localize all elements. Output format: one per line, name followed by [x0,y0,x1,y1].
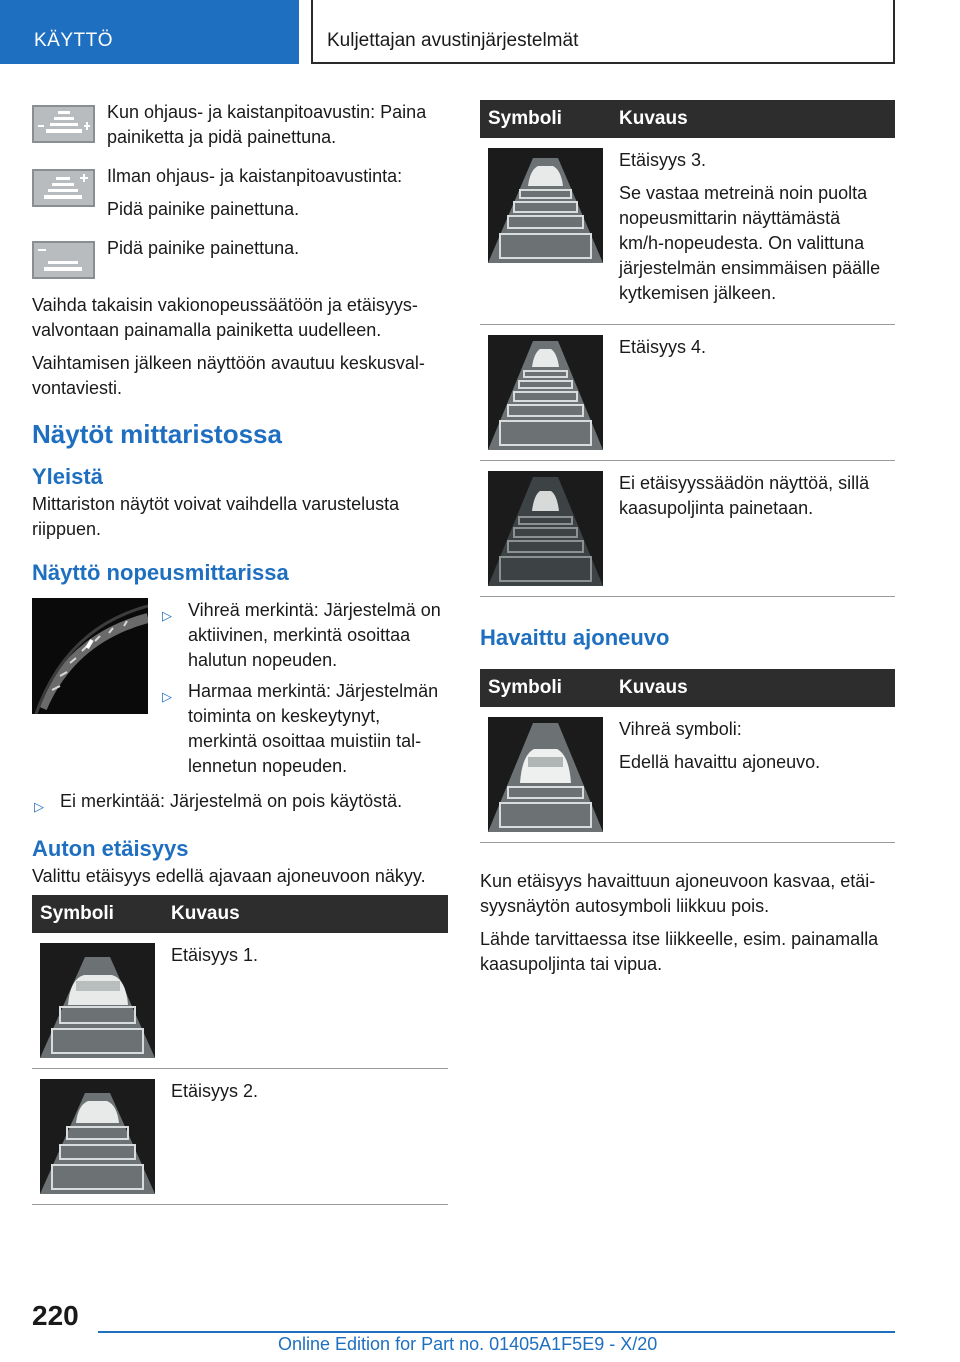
row-description: Etäisyys 1. [171,945,259,965]
distance-minus-button-icon [32,241,95,279]
speedometer-block [32,598,448,785]
table-row [32,1069,448,1205]
column-header-description: Kuvaus [163,895,448,933]
detected-vehicle-icon [488,717,603,832]
button-desc-line: Kun ohjaus- ja kaistanpitoavustin: Paina painiketta ja pidä painettuna. [107,102,427,147]
speedo-bullet-list [160,598,448,785]
body-paragraph: Lähde tarvittaessa itse liikkeelle, esim. painamalla kaasupoljinta tai vipua. [480,929,879,974]
footer-divider [98,1331,895,1333]
column-header-symbol: Symboli [480,100,611,138]
body-paragraph: Mittariston näytöt voivat vaihdella varustelusta riippuen. [32,494,400,539]
triangle-bullet-icon: ▷ [162,608,172,623]
section-heading: Näytöt mittaristossa [32,419,282,449]
button-row [32,164,448,222]
distance-1-icon [40,943,155,1058]
row-description: Edellä havaittu ajoneuvo. [619,752,821,772]
body-paragraph: Valittu etäisyys edellä ajavaan ajoneuvoon näkyy. [32,866,426,886]
subsection-heading: Auton etäisyys [32,836,189,861]
body-paragraph: Vaihtamisen jälkeen näyttöön avautuu keskusvalvontaviesti. [32,353,425,398]
row-description: Se vastaa metreinä noin puolta nopeusmittarin näyttämästä km/h-nopeudesta. On valittuna järjestelmän ensimmäisen päälle kytkemisen jälkeen. [619,183,881,303]
button-desc-line: Pidä painike painettuna. [107,238,300,258]
subsection-heading: Näyttö nopeusmittarissa [32,560,289,585]
column-header-description: Kuvaus [611,100,895,138]
row-description: Etäisyys 2. [171,1081,259,1101]
distance-3-icon [488,148,603,263]
triangle-bullet-icon: ▷ [162,689,172,704]
steering-lane-assist-button-icon [32,105,95,143]
row-description: Etäisyys 3. [619,150,707,170]
row-description: Vihreä symboli: [619,719,742,739]
table-row [480,138,895,325]
distance-2-icon [40,1079,155,1194]
list-item: ▷ Ei merkintää: Järjestelmä on pois käytöstä. [32,789,448,814]
body-paragraph: Vaihda takaisin vakionopeussäätöön ja etäisyysvalvontaan painamalla painiketta uudelleen. [32,295,418,340]
body-paragraph: Kun etäisyys havaittuun ajoneuvoon kasvaa, etäisyysnäytön autosymboli liikkuu pois. [480,871,876,916]
left-column [32,100,448,1205]
button-desc-line: Ilman ohjaus- ja kaistanpitoavustinta: [107,166,403,186]
list-item: ▷ Vihreä merkintä: Järjestelmä on aktiivinen, merkintä osoittaa halutun nopeuden. [162,600,441,670]
triangle-bullet-icon: ▷ [34,799,44,814]
right-column [480,100,895,985]
speedo-bullet-list-full [32,789,448,814]
table-row [32,933,448,1069]
section-tab: KÄYTTÖ [0,0,299,64]
subsection-heading: Yleistä [32,464,103,489]
speedometer-image [32,598,148,714]
distance-table-right [480,100,895,597]
distance-plus-button-icon [32,169,95,207]
button-desc-line: Pidä painike painettuna. [107,199,300,219]
button-row [32,100,448,150]
list-item: ▷ Harmaa merkintä: Järjestelmän toiminta on keskeytynyt, merkintä osoittaa muistiin tallennetun nopeuden. [162,681,439,776]
row-description: Ei etäisyyssäädön näyttöä, sillä kaasupoljinta painetaan. [619,473,870,518]
column-header-symbol: Symboli [32,895,163,933]
column-header-description: Kuvaus [611,669,895,707]
page-number: 220 [32,1300,79,1331]
distance-4-icon [488,335,603,450]
column-header-symbol: Symboli [480,669,611,707]
detected-vehicle-table [480,669,895,843]
distance-table-left [32,895,448,1205]
footer-edition: Online Edition for Part no. 01405A1F5E9 - X/20 [278,1334,658,1354]
subsection-heading: Havaittu ajoneuvo [480,625,670,650]
distance-off-icon [488,471,603,586]
button-row [32,236,448,279]
table-row [480,707,895,843]
row-description: Etäisyys 4. [619,337,707,357]
chapter-title: Kuljettajan avustinjärjestelmät [311,0,895,64]
table-row [480,461,895,597]
table-row [480,325,895,461]
